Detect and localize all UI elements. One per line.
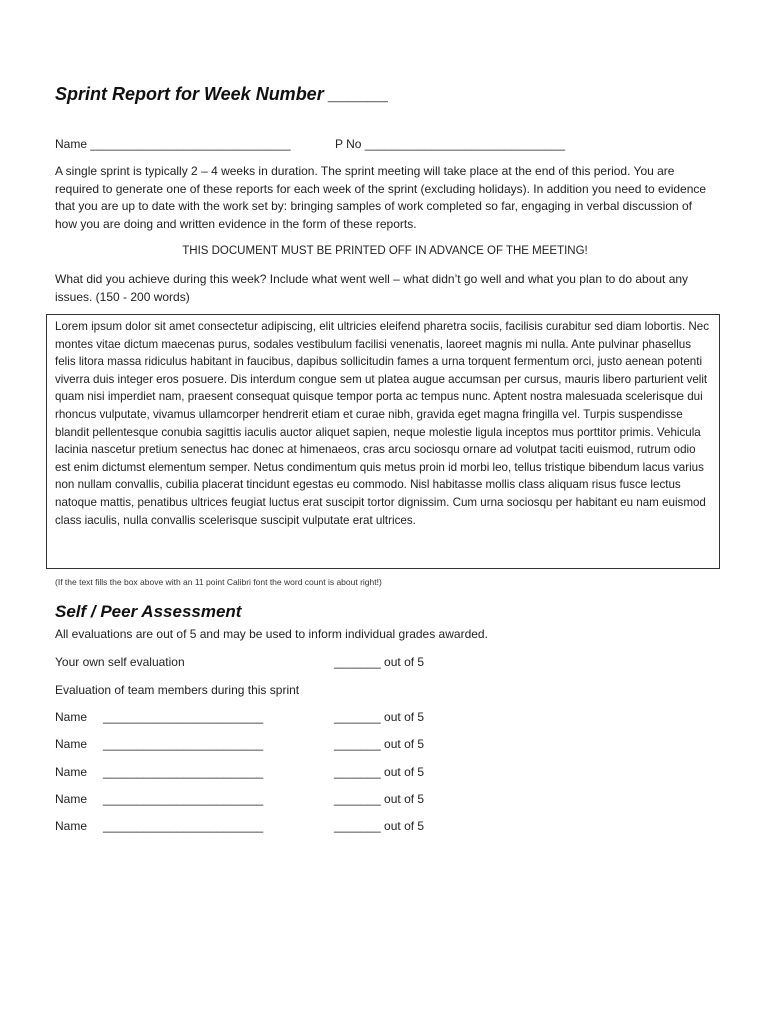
member-score[interactable]: _______ out of 5 — [334, 819, 425, 833]
page-title: Sprint Report for Week Number ______ — [55, 84, 389, 104]
assessment-intro: All evaluations are out of 5 and may be used to inform individual grades awarded. — [55, 627, 488, 641]
pno-field-line[interactable]: P No ______________________________ — [335, 137, 566, 151]
member-name-field[interactable]: ________________________ — [103, 819, 264, 833]
member-row — [55, 819, 455, 837]
team-evaluation-label: Evaluation of team members during this sprint — [55, 683, 300, 697]
member-name-label: Name — [55, 792, 88, 806]
member-score[interactable]: _______ out of 5 — [334, 792, 425, 806]
answer-box[interactable]: Lorem ipsum dolor sit amet consectetur adipiscing, elit ultricies eleifend pharetra sociis, facilisis curabitur sed diam lobortis. Nec montes vitae dictum maecenas purus, sodales vestibulum facilisi venenatis, laoreet magnis mi nulla. Ante pulvinar phasellus felis litora massa ridiculus habitant in faucibus, dapibus sollicitudin fames a urna torquent fermentum orci, justo aenean potenti viverra duis integer eros posuere. Dis interdum congue sem ut platea augue accumsan per cursus, mauris libero parturient velit quam nisi imperdiet nam, praesent consequat quisque tempor porta ac tempus nunc. Aptent nostra malesuada scelerisque dui rhoncus vulputate, vivamus ullamcorper hendrerit etiam et curae nibh, gravida eget magna fringilla vel. Turpis suspendisse blandit pellentesque conubia sagittis iaculis auctor aliquet sapien, neque molestie ligula inceptos mus porttitor primis. Vehicula lacinia nascetur pretium senectus hac donec at himenaeos, cras arcu sociosqu ornare ad volutpat taciti euismod, rutrum odio est enim dictumst elementum semper. Netus condimentum quis metus proin id morbi leo, tellus tristique bibendum lacus varius non nullam convallis, cubilia placerat tincidunt egestas eu commodo. Nisl habitasse mollis class aliquam risus fusce lectus natoque mattis, penatibus ultrices feugiat luctus erat suscipit tortor dignissim. Cum urna sociosqu per habitant eu nam euismod class iaculis, nulla convallis scelerisque suscipit vulputate erat ultrices. — [46, 314, 720, 569]
member-name-label: Name — [55, 737, 88, 751]
name-field-line[interactable]: Name ______________________________ — [55, 137, 291, 151]
self-evaluation-score[interactable]: _______ out of 5 — [334, 655, 425, 669]
member-row — [55, 710, 455, 728]
member-score[interactable]: _______ out of 5 — [334, 710, 425, 724]
member-name-field[interactable]: ________________________ — [103, 792, 264, 806]
member-row — [55, 737, 455, 755]
member-name-field[interactable]: ________________________ — [103, 710, 264, 724]
achievement-question: What did you achieve during this week? Include what went well – what didn’t go well and what you plan to do about any issues. (150 - 200 words) — [55, 272, 689, 304]
assessment-heading: Self / Peer Assessment — [55, 602, 242, 621]
self-evaluation-row — [55, 655, 455, 673]
member-name-label: Name — [55, 819, 88, 833]
member-score[interactable]: _______ out of 5 — [334, 765, 425, 779]
member-name-field[interactable]: ________________________ — [103, 765, 264, 779]
word-count-note: (If the text fills the box above with an 11 point Calibri font the word count is about right!) — [55, 577, 382, 587]
member-row — [55, 792, 455, 810]
member-name-label: Name — [55, 765, 88, 779]
print-notice: THIS DOCUMENT MUST BE PRINTED OFF IN ADVANCE OF THE MEETING! — [182, 245, 588, 257]
member-score[interactable]: _______ out of 5 — [334, 737, 425, 751]
member-name-field[interactable]: ________________________ — [103, 737, 264, 751]
intro-paragraph: A single sprint is typically 2 – 4 weeks in duration. The sprint meeting will take place at the end of this period. You are required to generate one of these reports for each week of the sprint (excluding holidays). In addition you need to evidence that you are up to date with the work set by: bringing samples of work completed so far, engaging in verbal discussion of how you are doing and written evidence in the form of these reports. — [55, 164, 707, 231]
member-row — [55, 765, 455, 783]
member-name-label: Name — [55, 710, 88, 724]
self-evaluation-label: Your own self evaluation — [55, 655, 185, 669]
